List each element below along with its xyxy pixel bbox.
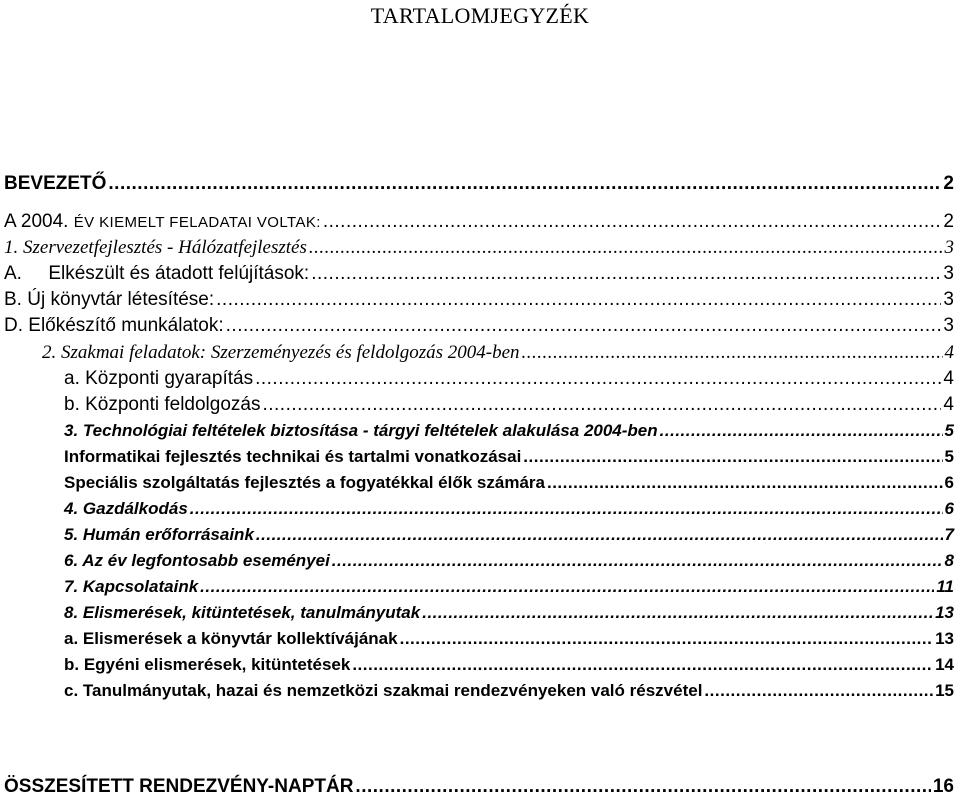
toc-entry-key-events[interactable] bbox=[64, 548, 954, 574]
toc-entry-label: Informatikai fejlesztés technikai és tartalmi vonatkozásai bbox=[64, 447, 522, 466]
toc-entry-page: 5 bbox=[944, 447, 954, 466]
toc-entry-renovations[interactable] bbox=[4, 261, 954, 287]
toc-entry-label: 5. Humán erőforrásaink bbox=[64, 525, 254, 544]
toc-entry-label: 6. Az év legfontosabb eseményei bbox=[64, 551, 330, 570]
dot-leader bbox=[522, 340, 943, 366]
dot-leader bbox=[400, 626, 933, 652]
toc-entry-label: 8. Elismerések, kitüntetések, tanulmányutak bbox=[64, 603, 421, 622]
toc-entry-page: 2 bbox=[943, 173, 954, 194]
toc-entry-page: 13 bbox=[935, 629, 954, 648]
toc-entry-page: 7 bbox=[944, 525, 954, 544]
toc-entry-page: 14 bbox=[935, 655, 954, 674]
dot-leader bbox=[422, 600, 933, 626]
toc-entry-label: D. Előkészítő munkálatok: bbox=[4, 315, 224, 336]
dot-leader bbox=[309, 235, 943, 261]
dot-leader bbox=[523, 444, 942, 470]
toc-entry-label: A. Elkészült és átadott felújítások: bbox=[4, 263, 310, 284]
toc-entry-label: a. Központi gyarapítás bbox=[64, 368, 254, 389]
dot-leader bbox=[323, 209, 942, 235]
toc-entry-label: 7. Kapcsolataink bbox=[64, 577, 199, 596]
toc-entry-central-acquisition[interactable] bbox=[64, 366, 954, 392]
toc-entry-recognitions[interactable] bbox=[64, 600, 954, 626]
toc-entry-page: 3 bbox=[943, 289, 954, 310]
dot-leader bbox=[704, 678, 933, 704]
toc-entry-introduction[interactable] bbox=[4, 171, 954, 197]
toc-entry-label bbox=[4, 209, 321, 236]
dot-leader bbox=[547, 470, 943, 496]
dot-leader bbox=[256, 522, 943, 548]
dot-leader bbox=[262, 392, 941, 418]
toc-entry-page: 16 bbox=[932, 776, 954, 797]
toc-entry-page: 8 bbox=[944, 551, 954, 570]
toc-entry-label: 4. Gazdálkodás bbox=[64, 499, 188, 518]
toc-entry-technological-conditions[interactable] bbox=[64, 418, 954, 444]
toc-entry-page: 3 bbox=[943, 315, 954, 336]
dot-leader bbox=[352, 652, 933, 678]
toc-entry-label: ÖSSZESÍTETT RENDEZVÉNY-NAPTÁR bbox=[4, 776, 354, 797]
toc-entry-collective-recognitions[interactable] bbox=[64, 626, 954, 652]
toc-entry-special-services[interactable] bbox=[64, 470, 954, 496]
toc-entry-page: 3 bbox=[943, 263, 954, 284]
toc-entry-label: 1. Szervezetfejlesztés - Hálózatfejlesztés bbox=[4, 237, 307, 258]
toc-entry-label-smallcaps: ÉV KIEMELT FELADATAI VOLTAK: bbox=[73, 214, 321, 231]
toc-entry-it-development[interactable] bbox=[64, 444, 954, 470]
toc-entry-page: 13 bbox=[935, 603, 954, 622]
toc-entry-label: BEVEZETŐ bbox=[4, 173, 107, 194]
toc-title: TARTALOMJEGYZÉK bbox=[370, 3, 590, 28]
toc-entry-page: 6 bbox=[944, 473, 954, 492]
toc-entry-preparatory-works[interactable] bbox=[4, 313, 954, 339]
toc-entry-human-resources[interactable] bbox=[64, 522, 954, 548]
toc-entry-label-prefix: A 2004. bbox=[4, 211, 69, 232]
toc-entry-page: 11 bbox=[936, 577, 954, 596]
toc-entry-label: 3. Technológiai feltételek biztosítása - tárgyi feltételek alakulása 2004-ben bbox=[64, 421, 658, 440]
dot-leader bbox=[355, 774, 930, 800]
toc-entry-event-calendar[interactable] bbox=[4, 774, 954, 800]
toc-entry-page: 5 bbox=[944, 421, 954, 440]
toc-entry-relations[interactable] bbox=[64, 574, 954, 600]
toc-entry-label: Speciális szolgáltatás fejlesztés a fogyatékkal élők számára bbox=[64, 473, 545, 492]
dot-leader bbox=[226, 313, 942, 339]
dot-leader bbox=[190, 496, 943, 522]
toc-entry-central-processing[interactable] bbox=[64, 392, 954, 418]
dot-leader bbox=[216, 287, 941, 313]
dot-leader bbox=[332, 548, 943, 574]
toc-entry-label: B. Új könyvtár létesítése: bbox=[4, 289, 215, 310]
toc-entry-organization-development[interactable] bbox=[4, 235, 954, 261]
dot-leader bbox=[200, 574, 934, 600]
toc-entry-label: 2. Szakmai feladatok: Szerzeményezés és feldolgozás 2004-ben bbox=[42, 342, 520, 363]
toc-entry-page: 15 bbox=[935, 681, 954, 700]
dot-leader bbox=[311, 261, 941, 287]
toc-entry-highlighted-tasks[interactable] bbox=[4, 209, 954, 235]
toc-entry-label: a. Elismerések a könyvtár kollektívájának bbox=[64, 629, 398, 648]
dot-leader bbox=[255, 366, 941, 392]
toc-entry-label: b. Központi feldolgozás bbox=[64, 394, 261, 415]
toc-entry-label: b. Egyéni elismerések, kitüntetések bbox=[64, 655, 351, 674]
toc-entry-finances[interactable] bbox=[64, 496, 954, 522]
toc-entry-study-trips[interactable] bbox=[64, 678, 954, 704]
dot-leader bbox=[108, 171, 941, 197]
toc-entry-page: 4 bbox=[944, 342, 954, 363]
toc-entry-individual-recognitions[interactable] bbox=[64, 652, 954, 678]
toc-entry-page: 2 bbox=[943, 211, 954, 232]
dot-leader bbox=[660, 418, 943, 444]
toc-entry-page: 4 bbox=[943, 394, 954, 415]
toc-entry-professional-tasks[interactable] bbox=[42, 340, 954, 366]
toc-entry-label: c. Tanulmányutak, hazai és nemzetközi szakmai rendezvényeken való részvétel bbox=[64, 681, 703, 700]
toc-entry-page: 4 bbox=[943, 368, 954, 389]
toc-entry-page: 6 bbox=[944, 499, 954, 518]
toc-entry-page: 3 bbox=[944, 237, 954, 258]
toc-entry-new-library[interactable] bbox=[4, 287, 954, 313]
